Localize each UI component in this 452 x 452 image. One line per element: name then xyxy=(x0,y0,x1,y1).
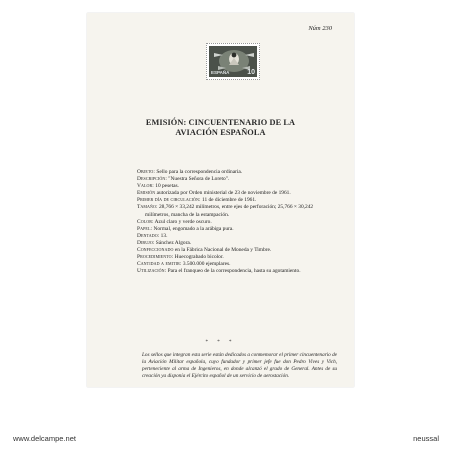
field-label: Papel: xyxy=(137,225,153,232)
field-value: 13. xyxy=(160,232,168,239)
stamp-details xyxy=(137,169,337,275)
field-valor xyxy=(137,183,337,190)
field-label: Dibujo: xyxy=(137,239,155,246)
field-value: Azul claro y verde oscuro. xyxy=(154,218,212,225)
field-label: Descripción: xyxy=(137,176,167,183)
stamp-country: ESPAÑA xyxy=(211,70,230,75)
field-objeto xyxy=(137,169,337,176)
watermark-left: www.delcampe.net xyxy=(13,434,76,443)
field-label: Primer día de circulación: xyxy=(137,197,201,204)
field-value: 10 pesetas. xyxy=(155,183,179,190)
field-value: Para el franqueo de la correspondencia, hasta su agotamiento. xyxy=(167,268,301,275)
field-value: autorizada por Orden ministerial de 23 de noviembre de 1961. xyxy=(156,190,291,197)
field-papel xyxy=(137,226,337,233)
issue-title-line-1: EMISIÓN: CINCUENTENARIO DE LA xyxy=(145,118,296,127)
field-value: en la Fábrica Nacional de Moneda y Timbre. xyxy=(174,247,272,254)
field-label: Cantidad a emitir: xyxy=(137,261,182,268)
field-emision xyxy=(137,190,337,197)
field-value: 3.500.000 ejemplares. xyxy=(182,261,231,268)
field-label: Valor: xyxy=(137,183,154,190)
issue-title-line-2: AVIACIÓN ESPAÑOLA xyxy=(175,128,266,137)
field-label: Dentado: xyxy=(137,232,160,239)
document-sheet xyxy=(87,13,354,387)
field-label: Objeto: xyxy=(137,169,156,175)
field-label: Procedimiento: xyxy=(137,254,174,261)
watermark-right: neussal xyxy=(413,434,439,443)
issue-title xyxy=(107,118,334,138)
field-dentado xyxy=(137,233,337,240)
field-procedimiento xyxy=(137,254,337,261)
field-value: Normal, engomado a la arábiga pura. xyxy=(153,225,234,232)
field-label: Emisión xyxy=(137,190,156,197)
field-value: Huecograbado bicolor. xyxy=(174,254,224,261)
postage-stamp xyxy=(206,43,260,80)
field-descripcion xyxy=(137,176,337,183)
field-tamano xyxy=(137,204,337,218)
field-value: "Nuestra Señora de Loreto". xyxy=(168,176,230,183)
field-label: Utilización: xyxy=(137,268,167,275)
field-value: Sello para la correspondencia ordinaria. xyxy=(156,169,243,175)
commemorative-note: Los sellos que integran esta serie están dedicados a conmemorar el primer cincuentenario de la Aviación Militar española, cuyo fundador y primer jefe fue don Pedro Vives y Vich, perteneciente al arma de Ingenieros, en donde alcanzó el grado de General. Antes de su creación ya disponía el Ejército español de un servicio de aerostación. xyxy=(142,352,337,379)
field-confeccionado xyxy=(137,247,337,254)
field-value: Sánchez Algora. xyxy=(155,239,192,246)
section-separator: * * * xyxy=(205,340,236,345)
field-value: 28,766 × 33,242 milímetros, entre ejes de perforación; 25,766 × 30,242 milímetros, mancha de la estampación. xyxy=(145,204,314,218)
field-color xyxy=(137,219,337,226)
field-utilizacion xyxy=(137,268,337,275)
field-label: Confeccionado xyxy=(137,247,174,254)
stamp-image xyxy=(209,46,257,77)
field-label: Color: xyxy=(137,218,154,225)
stamp-value: 10 xyxy=(247,69,255,76)
sheet-number: Núm 230 xyxy=(308,25,332,32)
field-value: 11 de diciembre de 1961. xyxy=(201,197,257,204)
field-dibujo xyxy=(137,240,337,247)
field-label: Tamaño: xyxy=(137,204,158,211)
